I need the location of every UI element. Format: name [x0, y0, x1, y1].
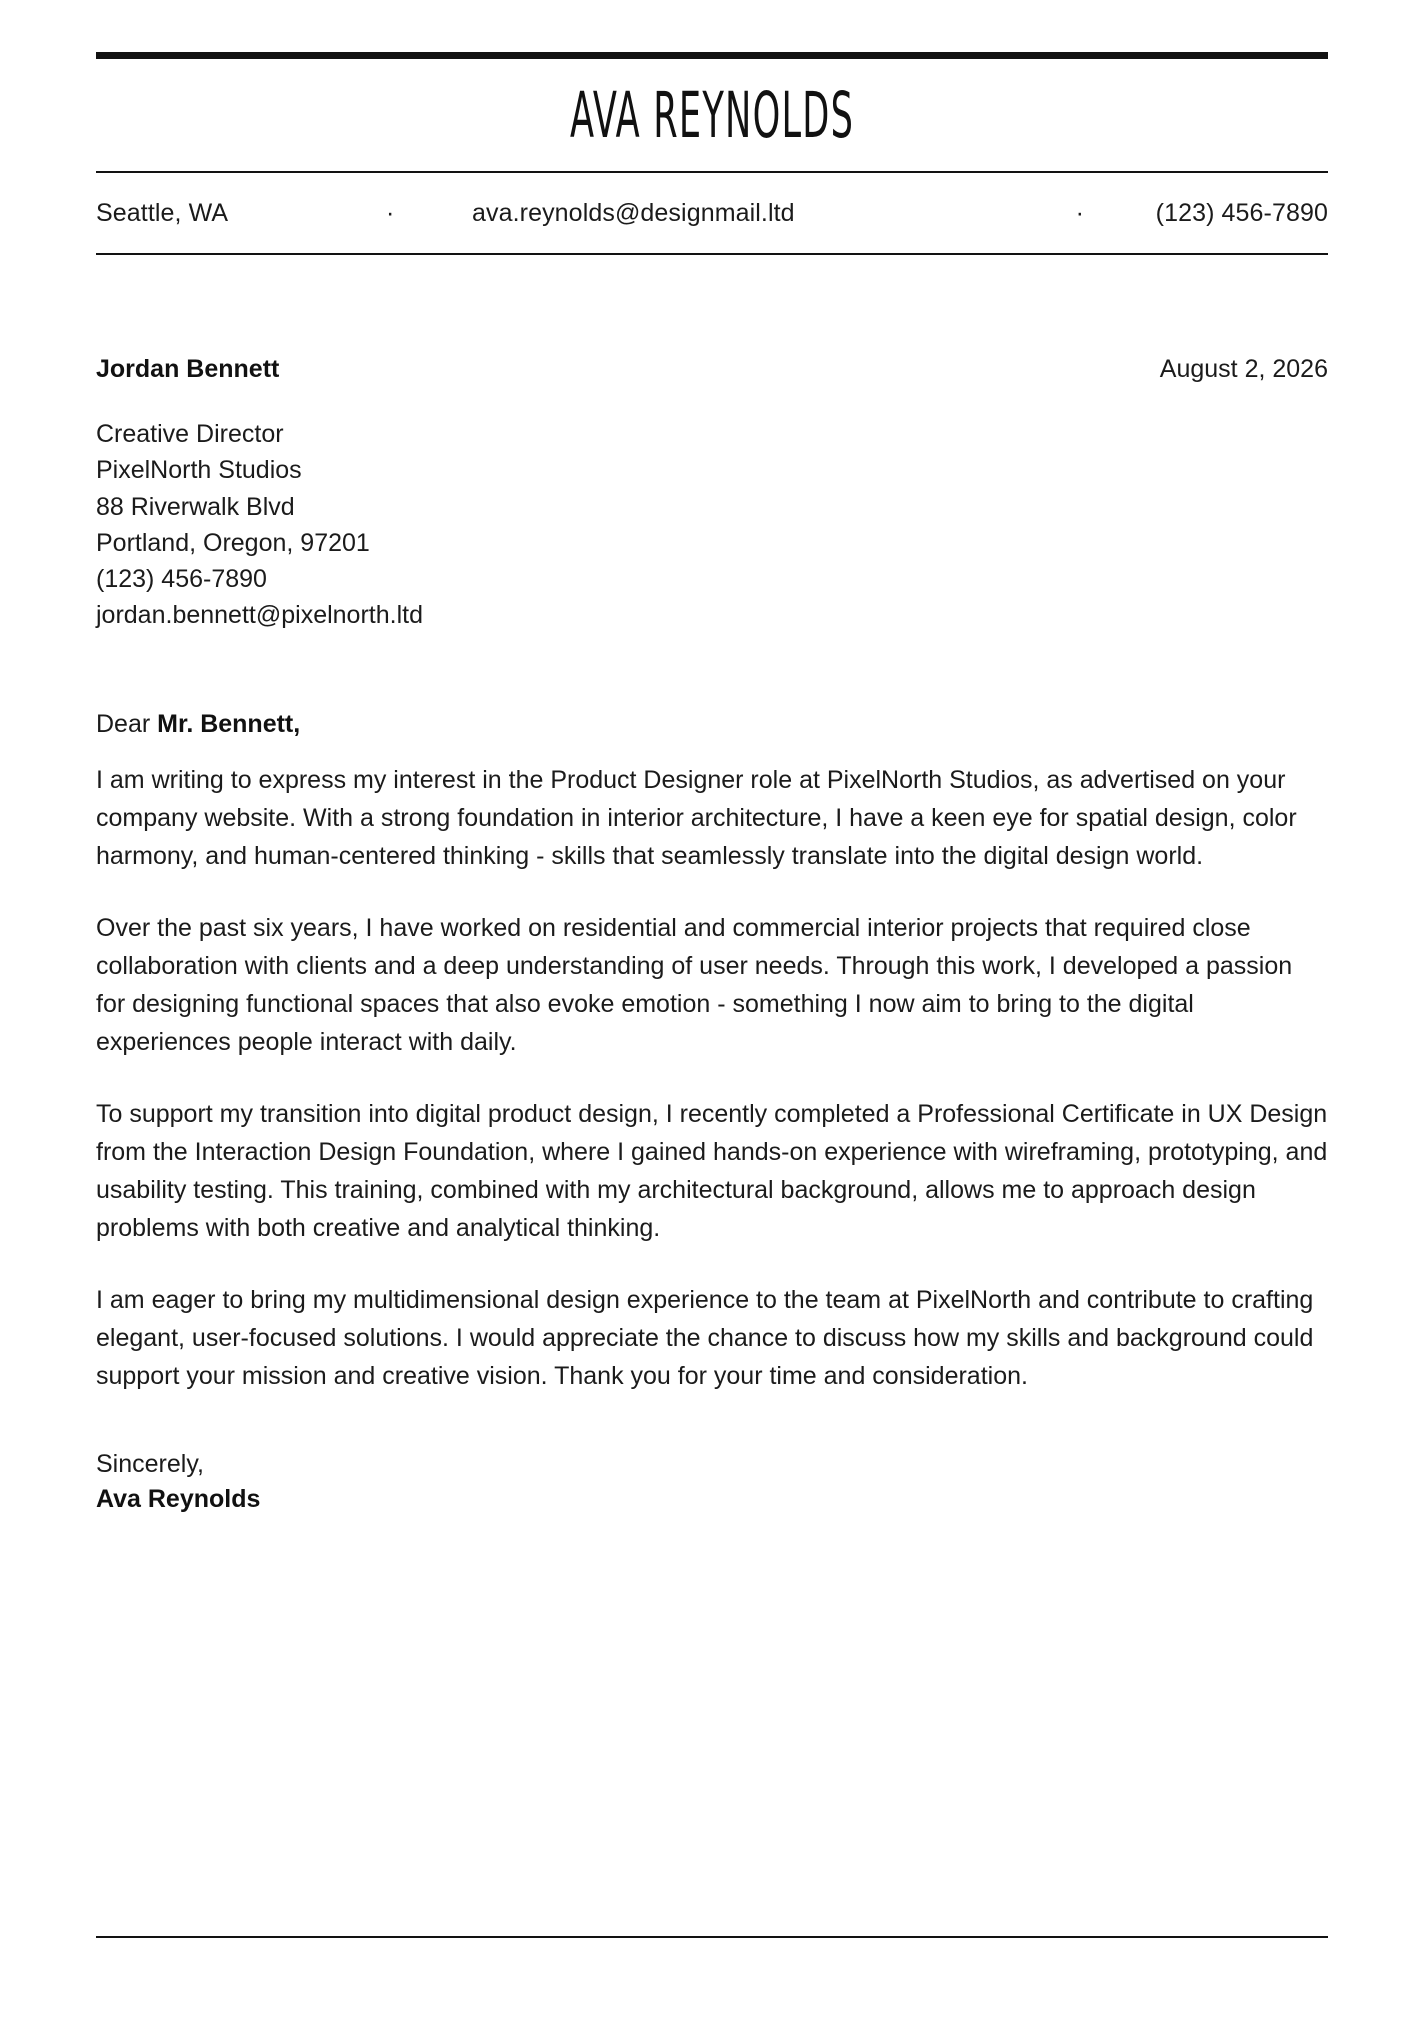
- recipient-email[interactable]: jordan.bennett@pixelnorth.ltd: [96, 601, 423, 630]
- cover-letter-page: [0, 52, 1424, 2020]
- header-top-rule: [96, 52, 1328, 59]
- body-paragraph: Over the past six years, I have worked on residential and commercial interior projects that required close collaboration with clients and a deep understanding of user needs. Through this work, I developed a passion for designing functional spaces that also evoke emotion - something I now aim to bring to the digital experiences people interact with daily.: [96, 913, 1293, 1056]
- salutation: [96, 710, 1328, 739]
- contact-separator-dot-icon: ·: [386, 198, 395, 227]
- contact-email[interactable]: ava.reynolds@designmail.ltd: [472, 198, 795, 227]
- page-title: AVA REYNOLDS: [569, 78, 855, 152]
- signature-name: Ava Reynolds: [96, 1485, 261, 1513]
- body-paragraph: To support my transition into digital product design, I recently completed a Professional Certificate in UX Design from the Interaction Design Foundation, where I gained hands-on experience with wireframing, prototyping, and usability testing. This training, combined with my architectural background, allows me to approach design problems with both creative and analytical thinking.: [96, 1099, 1328, 1242]
- recipient-company: PixelNorth Studios: [96, 456, 302, 485]
- letterhead-name-band: [96, 59, 1328, 171]
- contact-phone[interactable]: (123) 456-7890: [1155, 198, 1328, 227]
- footer-rule: [96, 1936, 1328, 1938]
- salutation-greeting: Dear: [96, 709, 158, 738]
- recipient-phone[interactable]: (123) 456-7890: [96, 565, 267, 593]
- contact-location: Seattle, WA: [96, 198, 229, 227]
- contact-line: [96, 173, 1328, 253]
- recipient-name: Jordan Bennett: [96, 355, 280, 383]
- salutation-name: Mr. Bennett,: [157, 709, 301, 738]
- letter-body: [96, 761, 1328, 1395]
- letter-date: August 2, 2026: [1159, 355, 1328, 383]
- header-bottom-rule: [96, 253, 1328, 255]
- recipient-address-block: [96, 416, 1328, 634]
- contact-separator-dot-icon: ·: [1075, 198, 1085, 227]
- recipient-street: 88 Riverwalk Blvd: [96, 492, 295, 521]
- closing-phrase: Sincerely,: [96, 1449, 204, 1478]
- letter-meta-row: [96, 355, 1328, 384]
- letter-closing: [96, 1447, 1328, 1518]
- body-paragraph: I am eager to bring my multidimensional design experience to the team at PixelNorth and contribute to crafting elegant, user-focused solutions. I would appreciate the chance to discuss how my skills and background could support your mission and creative vision. Thank you for your time and consideration.: [96, 1285, 1314, 1390]
- recipient-city-state-zip: Portland, Oregon, 97201: [96, 528, 370, 557]
- recipient-title: Creative Director: [96, 420, 284, 448]
- body-paragraph: I am writing to express my interest in the Product Designer role at PixelNorth Studios, as advertised on your company website. With a strong foundation in interior architecture, I have a keen eye for spatial design, color harmony, and human-centered thinking - skills that seamlessly translate into the digital design world.: [96, 765, 1297, 870]
